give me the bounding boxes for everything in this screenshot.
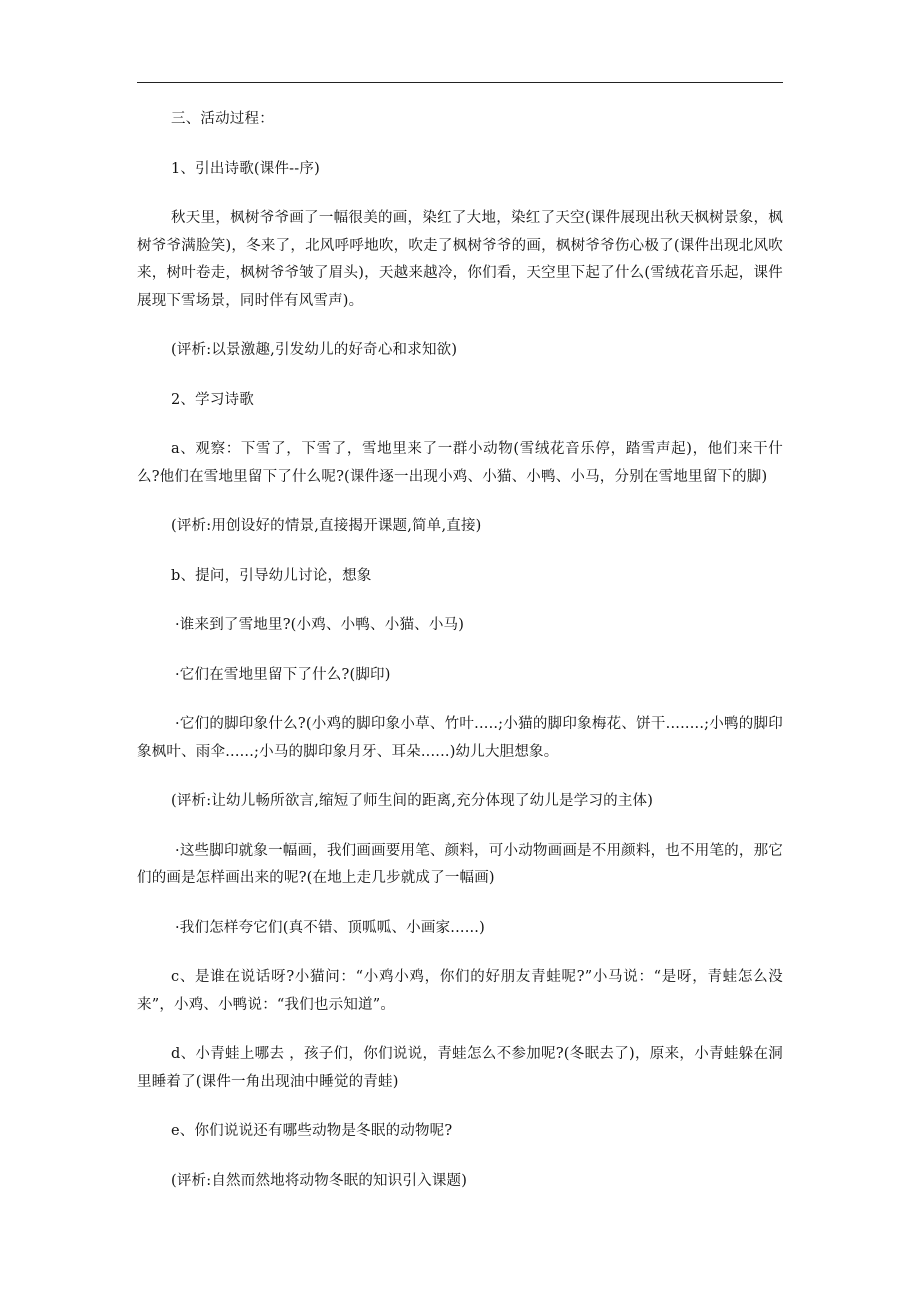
- bullet-item-3: ·它们的脚印象什么?(小鸡的脚印象小草、竹叶.....;小猫的脚印象梅花、饼干........;小鸭的脚印象枫叶、雨伞......;小马的脚印象月牙、耳朵......)幼儿大胆想象。: [137, 716, 783, 760]
- comment-3: (评析:让幼儿畅所欲言,缩短了师生间的距离,充分体现了幼儿是学习的主体): [171, 793, 654, 809]
- paragraph-question: b、提问，引导幼儿讨论，想象: [171, 567, 372, 584]
- comment-2: (评析:用创设好的情景,直接揭开课题,简单,直接): [171, 518, 482, 534]
- section-heading: 三、活动过程：: [171, 111, 274, 127]
- subsection-heading-2: 2、学习诗歌: [171, 391, 254, 408]
- header-rule: [137, 82, 783, 83]
- paragraph-observe: a、观察：下雪了，下雪了，雪地里来了一群小动物(雪绒花音乐停，踏雪声起)，他们来干什么?他们在雪地里留下了什么呢?(课件逐一出现小鸡、小猫、小鸭、小马，分别在雪地里留下的脚): [137, 441, 783, 485]
- bullet-item-4: ·这些脚印就象一幅画，我们画画要用笔、颜料，可小动物画画是不用颜料，也不用笔的，那它们的画是怎样画出来的呢?(在地上走几步就成了一幅画): [137, 842, 783, 886]
- paragraph-intro: 秋天里，枫树爷爷画了一幅很美的画，染红了大地，染红了天空(课件展现出秋天枫树景象，枫树爷爷满脸笑)，冬来了，北风呼呼地吹，吹走了枫树爷爷的画，枫树爷爷伤心极了(课件出现北风吹来，树叶卷走，枫树爷爷皱了眉头)，天越来越冷，你们看，天空里下起了什么(雪绒花音乐起，课件展现下雪场景，同时伴有风雪声)。: [137, 210, 783, 309]
- subsection-heading-1: 1、引出诗歌(课件--序): [171, 160, 320, 177]
- paragraph-frog: d、小青蛙上哪去 ，孩子们，你们说说，青蛙怎么不参加呢?(冬眠去了)，原来，小青蛙躲在洞里睡着了(课件一角出现油中睡觉的青蛙): [137, 1046, 783, 1090]
- comment-1: (评析:以景激趣,引发幼儿的好奇心和求知欲): [171, 342, 458, 358]
- bullet-item-5: ·我们怎样夸它们(真不错、顶呱呱、小画家......): [175, 919, 485, 936]
- paragraph-dialogue: c、是谁在说话呀?小猫问：“小鸡小鸡，你们的好朋友青蛙呢?”小马说：“是呀，青蛙怎么没来”，小鸡、小鸭说：“我们也示知道”。: [137, 969, 783, 1013]
- bullet-item-2: ·它们在雪地里留下了什么?(脚印): [175, 666, 391, 683]
- bullet-item-1: ·谁来到了雪地里?(小鸡、小鸭、小猫、小马): [175, 617, 465, 633]
- document-body: [137, 106, 783, 1217]
- comment-4: (评析:自然而然地将动物冬眠的知识引入课题): [171, 1172, 468, 1189]
- paragraph-hibernation: e、你们说说还有哪些动物是冬眠的动物呢?: [171, 1123, 453, 1139]
